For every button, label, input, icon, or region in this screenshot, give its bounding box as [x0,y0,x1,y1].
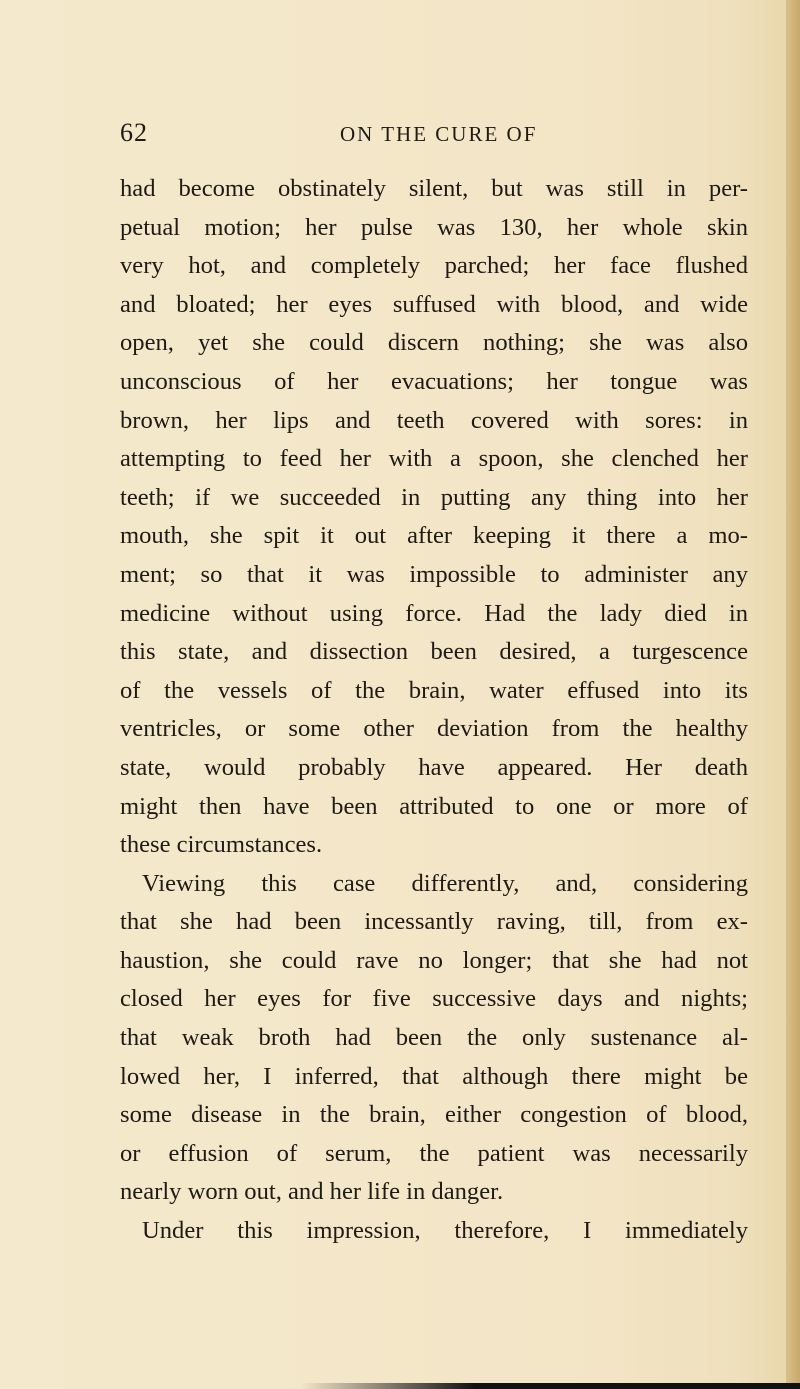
text-line: open, yet she could discern nothing; she was also [120,329,748,357]
text-line: ment; so that it was impossible to administer any [120,560,748,588]
text-line: state, would probably have appeared. Her death [120,753,748,781]
text-line: of the vessels of the brain, water effused into its [120,676,748,704]
body-text [120,170,748,1251]
text-line: unconscious of her evacuations; her tongue was [120,367,748,395]
text-line: Viewing this case differently, and, considering [142,869,748,897]
text-line: lowed her, I inferred, that although there might be [120,1062,748,1090]
page-number: 62 [120,118,148,147]
text-line: some disease in the brain, either congestion of blood, [120,1101,748,1129]
text-line: brown, her lips and teeth covered with sores: in [120,406,748,434]
text-line: ventricles, or some other deviation from the healthy [120,715,748,743]
text-line: this state, and dissection been desired, a turgescence [120,638,748,666]
text-line: these circumstances. [120,831,323,859]
text-line: had become obstinately silent, but was still in per- [120,175,748,202]
text-line: mouth, she spit it out after keeping it there a mo- [120,522,748,550]
text-line: or effusion of serum, the patient was necessarily [120,1139,748,1167]
text-line: that weak broth had been the only sustenance al- [120,1024,748,1052]
text-line: medicine without using force. Had the lady died in [120,599,748,627]
text-line: teeth; if we succeeded in putting any thing into her [120,483,748,511]
text-line: that she had been incessantly raving, till, from ex- [120,908,748,936]
text-line: and bloated; her eyes suffused with blood, and wide [120,290,748,318]
page-bottom-shadow [300,1383,800,1389]
text-line: Under this impression, therefore, I immediately [142,1217,748,1245]
text-line: closed her eyes for five successive days and nights; [120,985,748,1013]
text-line: nearly worn out, and her life in danger. [120,1178,504,1206]
running-title: ON THE CURE OF [340,122,538,146]
page-edge [786,0,800,1389]
text-line: might then have been attributed to one or more of [120,792,748,820]
text-line: haustion, she could rave no longer; that she had not [120,946,748,974]
running-head [120,118,740,158]
text-line: very hot, and completely parched; her face flushed [120,252,748,280]
text-line: petual motion; her pulse was 130, her whole skin [120,213,748,241]
text-line: attempting to feed her with a spoon, she clenched her [120,445,748,473]
